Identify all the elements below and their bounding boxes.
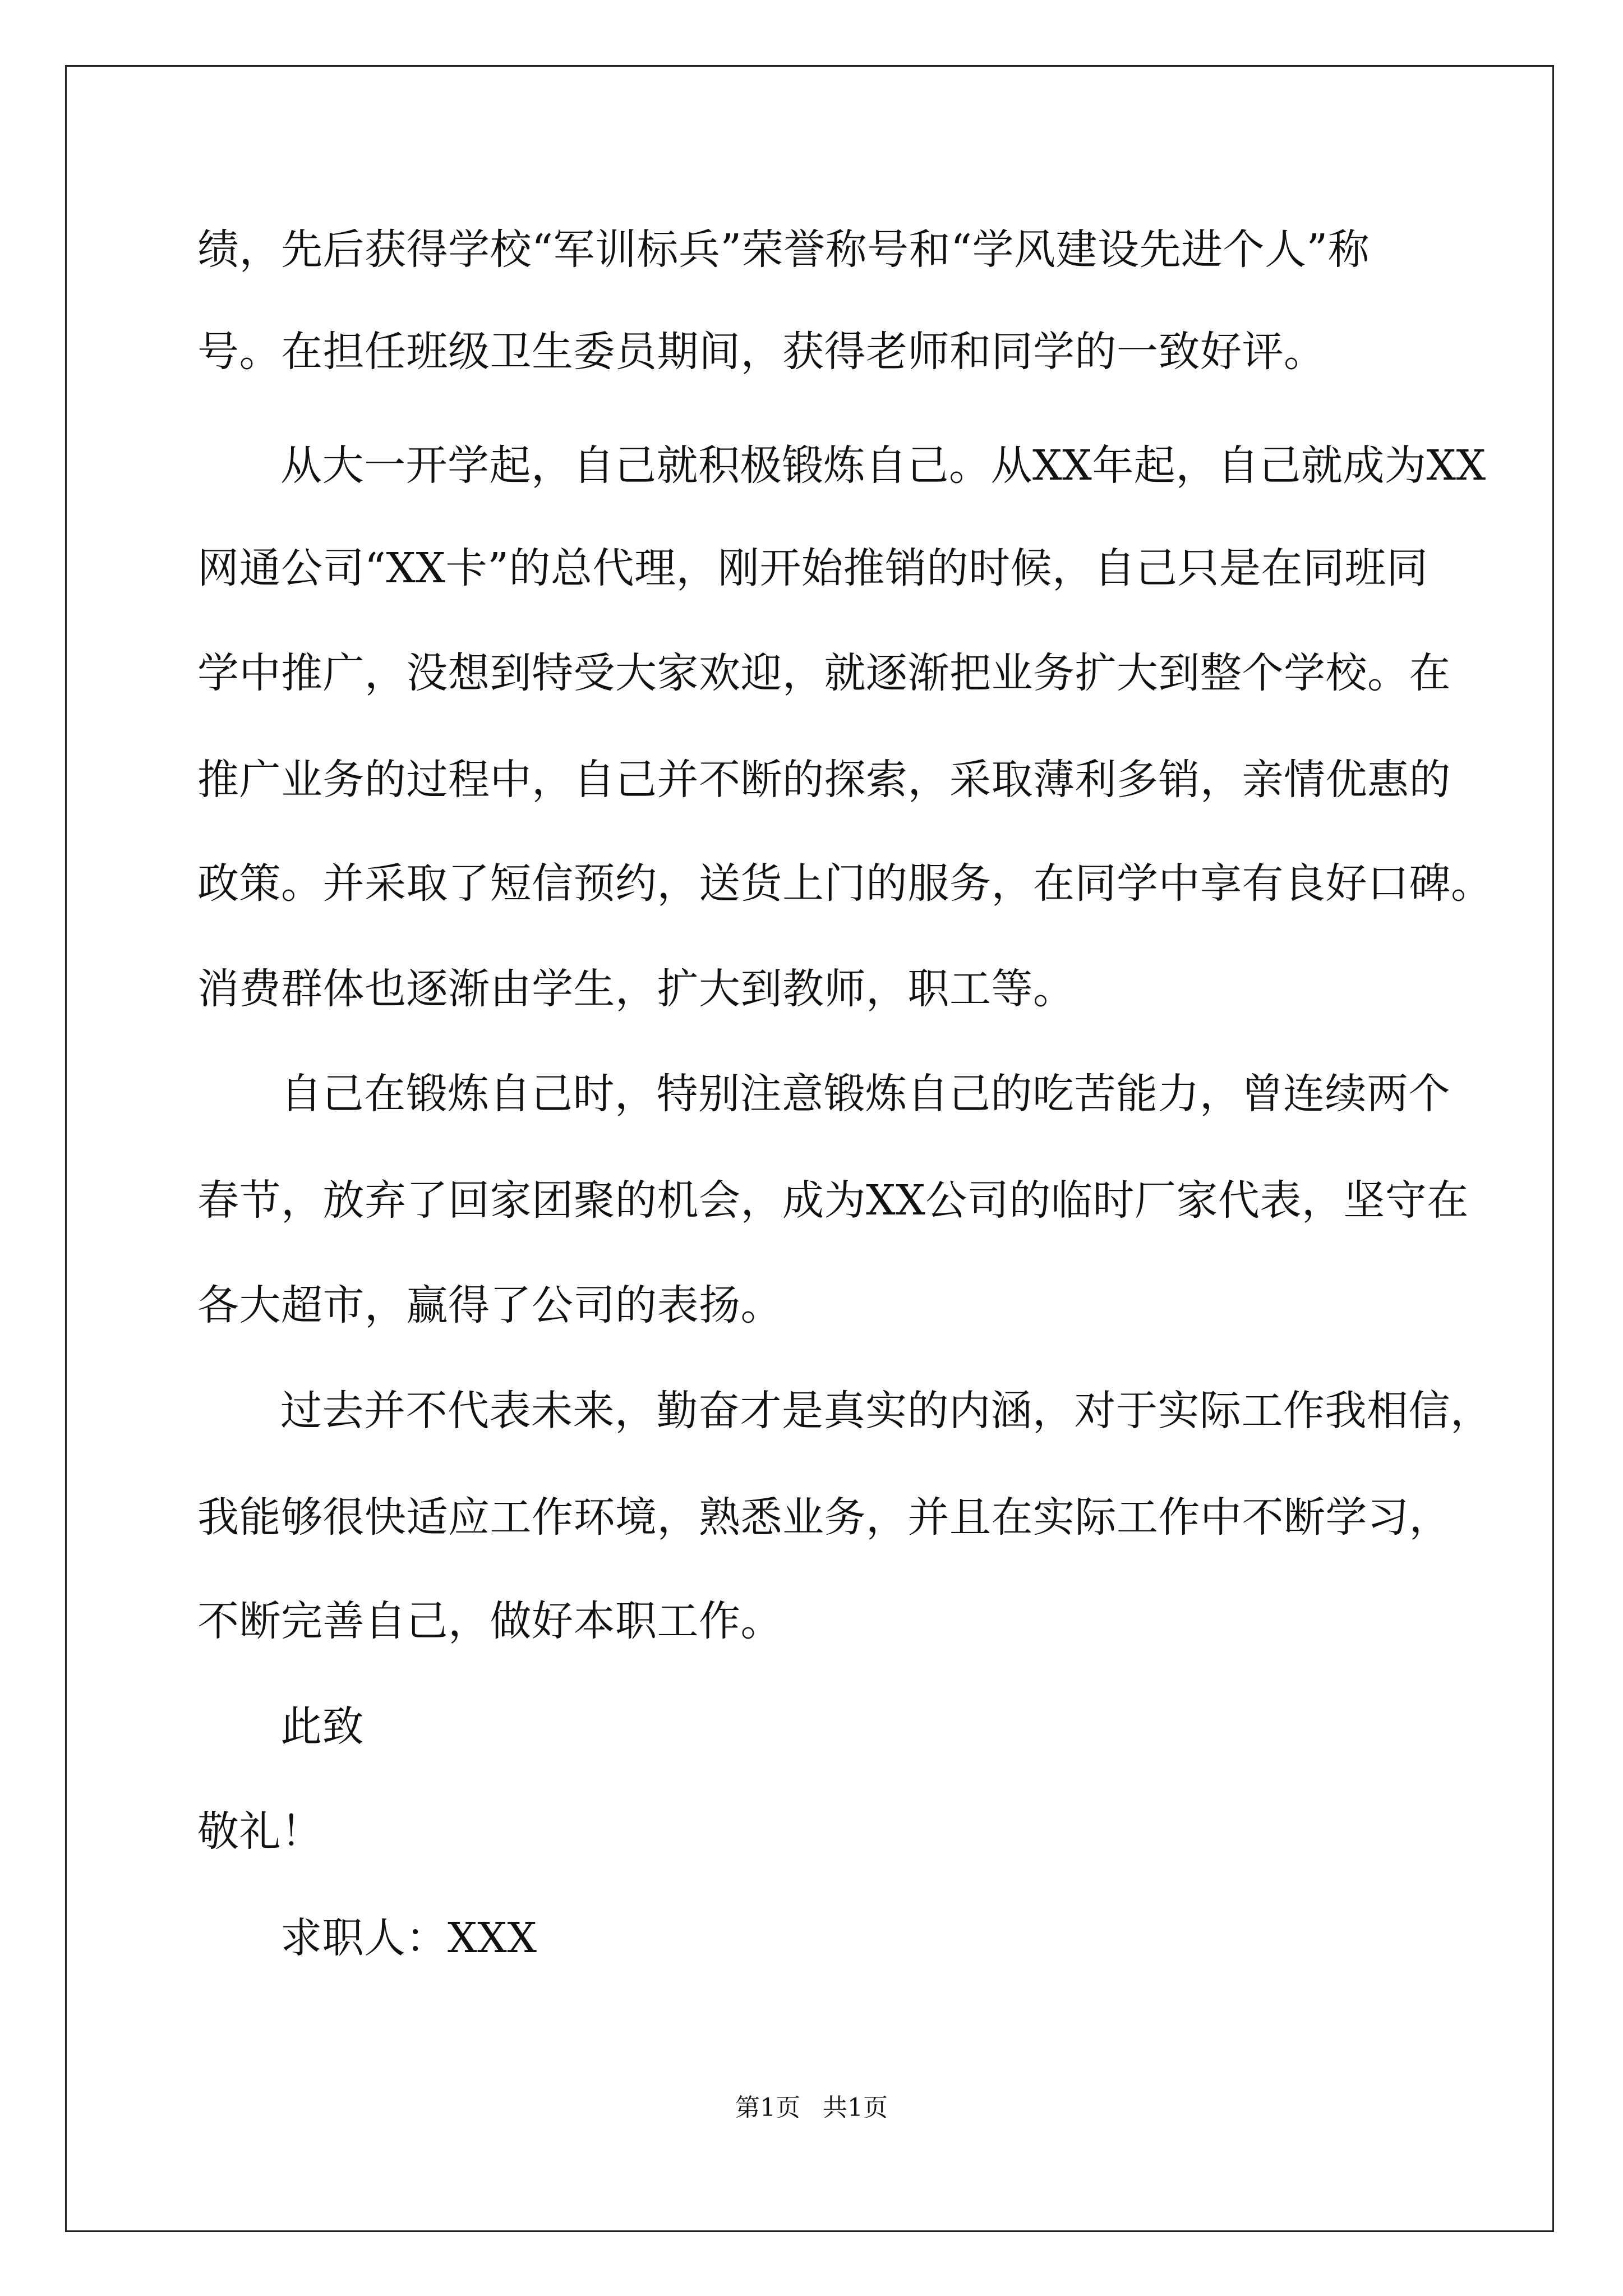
- page-footer: [0, 2091, 1623, 2125]
- paragraph-line: 政策。并采取了短信预约，送货上门的服务，在同学中享有良好口碑。: [197, 859, 1493, 908]
- signature-line: 求职人：XXX: [280, 1914, 537, 1962]
- page-border: [65, 65, 1554, 2232]
- paragraph-line: 各大超市，赢得了公司的表扬。: [197, 1281, 782, 1329]
- paragraph-line: 不断完善自己，做好本职工作。: [197, 1597, 782, 1645]
- paragraph-line: 春节，放弃了回家团聚的机会，成为XX公司的临时厂家代表，坚守在: [197, 1176, 1469, 1225]
- paragraph-line: 自己在锻炼自己时，特别注意锻炼自己的吃苦能力，曾连续两个: [280, 1070, 1450, 1118]
- paragraph-line: 消费群体也逐渐由学生，扩大到教师，职工等。: [197, 965, 1075, 1013]
- salutation-line: 敬礼！: [197, 1807, 323, 1856]
- paragraph-line: 学中推广，没想到特受大家欢迎，就逐渐把业务扩大到整个学校。在: [197, 649, 1451, 697]
- page-total: 共1页: [823, 2093, 888, 2122]
- paragraph-line: 从大一开学起，自己就积极锻炼自己。从XX年起，自己就成为XX: [280, 441, 1486, 490]
- paragraph-line: 我能够很快适应工作环境，熟悉业务，并且在实际工作中不断学习，: [197, 1493, 1451, 1542]
- closing-line: 此致: [280, 1703, 364, 1751]
- paragraph-line: 过去并不代表未来，勤奋才是真实的内涵，对于实际工作我相信，: [280, 1387, 1492, 1435]
- paragraph-line: 网通公司“XX卡”的总代理，刚开始推销的时候，自己只是在同班同: [197, 544, 1428, 592]
- page-number: 第1页: [735, 2093, 800, 2122]
- paragraph-line: 推广业务的过程中，自己并不断的探索，采取薄利多销，亲情优惠的: [197, 756, 1451, 804]
- paragraph-line: 绩，先后获得学校“军训标兵”荣誉称号和“学风建设先进个人”称: [197, 226, 1370, 274]
- paragraph-line: 号。在担任班级卫生委员期间，获得老师和同学的一致好评。: [197, 328, 1326, 376]
